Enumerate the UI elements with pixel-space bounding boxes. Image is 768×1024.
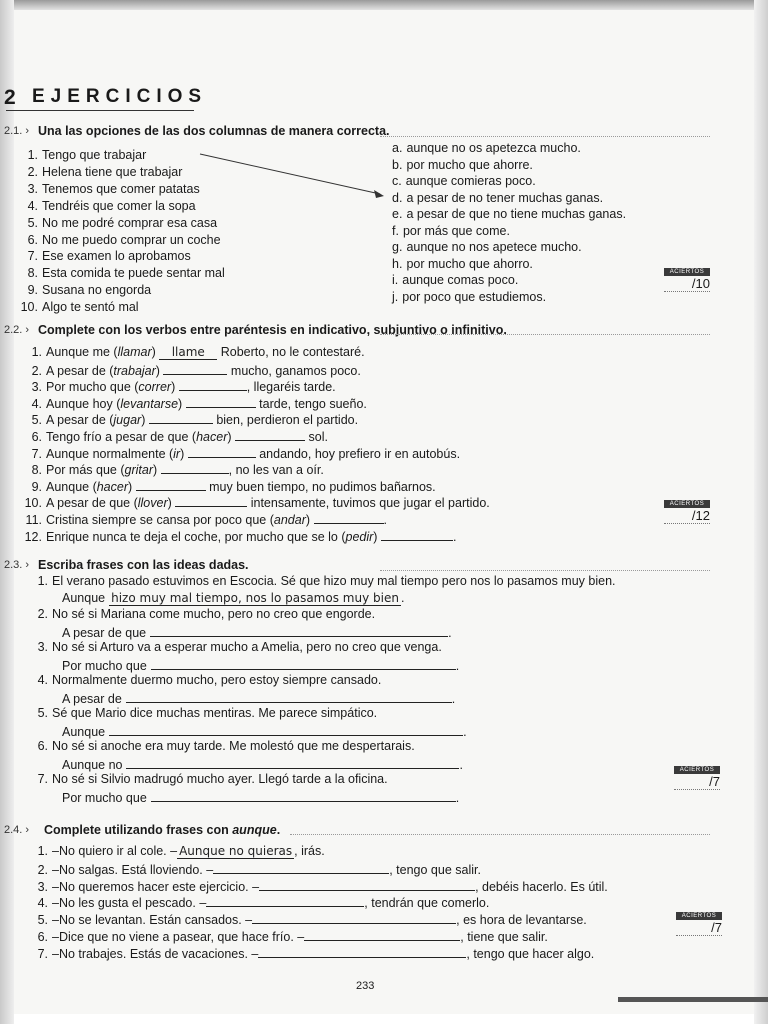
item-text: Sé que Mario dice muchas mentiras. Me parece simpático. <box>52 706 378 720</box>
item-text: aunque comieras poco. <box>405 174 536 188</box>
item-text: Aunque normalmente ( <box>46 446 174 461</box>
item-text: No sé si anoche era muy tarde. Me molestó que me despertarais. <box>52 739 415 753</box>
item-text: sol. <box>305 430 328 444</box>
item-text: . <box>455 659 460 673</box>
item-number: 8. <box>31 463 42 478</box>
item-verb: hacer <box>196 430 228 444</box>
item-text: , irás. <box>294 844 325 858</box>
item-text: por mucho que ahorre. <box>406 157 533 172</box>
score-value: /12 <box>664 508 710 524</box>
item-text: Tengo que trabajar <box>42 148 147 162</box>
item-letter: j. <box>392 289 399 304</box>
starter-text: Aunque <box>62 591 106 605</box>
item-number: 7. <box>31 446 42 461</box>
score-label: ACIERTOS <box>664 268 710 276</box>
score-value: /7 <box>674 774 720 790</box>
item-number: 11. <box>25 513 42 527</box>
page-title: EJERCICIOS <box>32 86 208 107</box>
item-text: No sé si Mariana come mucho, pero no creo que engorde. <box>52 607 376 621</box>
item-number: 10. <box>20 300 38 315</box>
item-number: 9. <box>31 479 42 494</box>
item-text: –No quiero ir al cole. – <box>52 844 178 858</box>
item-number: 5. <box>37 913 48 928</box>
item-text: . <box>451 692 456 706</box>
item-text: por mucho que ahorro. <box>406 256 533 271</box>
item-text: muy buen tiempo, no pudimos bañarnos. <box>205 479 436 494</box>
item-verb: pedir <box>345 529 374 544</box>
score-label: ACIERTOS <box>664 500 710 508</box>
item-number: 6. <box>37 930 48 944</box>
item-number: 1. <box>37 844 48 858</box>
item-verb: llover <box>137 496 168 511</box>
item-text: Tendréis que comer la sopa <box>42 198 196 213</box>
item-text: , tiene que salir. <box>460 930 548 944</box>
item-text: . <box>459 758 463 772</box>
item-number: 4. <box>31 396 42 411</box>
item-text: aunque no nos apetece mucho. <box>406 240 582 254</box>
item-number: 1. <box>31 345 42 359</box>
item-text: –No se levantan. Están cansados. – <box>52 913 253 928</box>
item-letter: a. <box>392 141 403 155</box>
item-letter: i. <box>392 273 399 287</box>
exercise-number: 2.4. › <box>4 824 30 836</box>
item-text: tarde, tengo sueño. <box>255 396 367 411</box>
item-text: ) <box>141 413 149 428</box>
starter-text: Por mucho que <box>62 659 147 673</box>
item-verb: levantarse <box>120 396 179 411</box>
item-number: 6. <box>37 739 48 753</box>
item-text: No me podré comprar esa casa <box>42 215 218 230</box>
item-number: 3. <box>37 879 48 894</box>
item-number: 4. <box>27 198 38 213</box>
page-number: 233 <box>356 980 375 992</box>
item-number: 5. <box>31 413 42 428</box>
handwritten-answer[interactable]: llame <box>159 345 217 360</box>
item-text: No me puedo comprar un coche <box>42 232 221 247</box>
item-number: 6. <box>27 232 38 247</box>
exercise-instruction: Escriba frases con las ideas dadas. <box>38 558 249 572</box>
item-verb: ir <box>173 446 181 461</box>
item-number: 2. <box>37 607 48 621</box>
item-text: ) <box>128 479 136 494</box>
item-text: , tendrán que comerlo. <box>364 896 490 911</box>
item-number: 3. <box>31 380 42 395</box>
item-number: 5. <box>37 706 48 720</box>
item-number: 4. <box>37 673 48 687</box>
item-text: Normalmente duermo mucho, pero estoy siempre cansado. <box>52 673 382 687</box>
handwritten-answer[interactable]: Aunque no quieras <box>179 844 293 858</box>
item-text: . <box>463 725 467 739</box>
item-text: ) <box>171 380 179 395</box>
item-text: Tengo frío a pesar de que ( <box>46 430 197 444</box>
item-text: –No trabajes. Estás de vacaciones. – <box>52 946 259 961</box>
item-text: . <box>383 513 387 527</box>
item-number: 3. <box>37 640 48 654</box>
item-number: 7. <box>37 772 48 786</box>
item-verb: trabajar <box>113 363 156 378</box>
item-number: 1. <box>37 574 48 588</box>
starter-text: Aunque no <box>62 758 123 772</box>
exercise-number: 2.2. › <box>4 324 30 336</box>
instruction-text: . <box>276 823 281 837</box>
item-text: ) <box>153 463 161 478</box>
item-text: A pesar de ( <box>46 413 114 428</box>
item-number: 6. <box>31 430 42 444</box>
item-text: ) <box>373 529 381 544</box>
item-text: , tengo que hacer algo. <box>466 946 595 961</box>
item-verb: gritar <box>124 463 153 478</box>
item-number: 2. <box>31 363 42 378</box>
handwritten-answer[interactable]: hizo muy mal tiempo, nos lo pasamos muy bien <box>111 591 399 605</box>
instruction-text: Complete utilizando frases con <box>44 823 233 837</box>
item-verb: andar <box>273 513 306 527</box>
item-text: Aunque ( <box>46 479 97 494</box>
starter-text: A pesar de que <box>62 626 147 640</box>
item-letter: f. <box>392 223 399 238</box>
item-text: Susana no engorda <box>42 283 152 298</box>
item-text: Por mucho que ( <box>46 380 139 395</box>
item-text: Aunque me ( <box>46 345 118 359</box>
item-text: ) <box>180 446 188 461</box>
item-text: Cristina siempre se cansa por poco que ( <box>46 513 274 527</box>
item-text: , tengo que salir. <box>389 862 481 877</box>
item-text: andando, hoy prefiero ir en autobús. <box>255 446 461 461</box>
score-value: /7 <box>676 920 722 936</box>
item-letter: h. <box>392 256 403 271</box>
item-text: mucho, ganamos poco. <box>227 363 361 378</box>
item-text: . <box>455 791 460 805</box>
item-number: 10. <box>24 496 42 511</box>
item-number: 7. <box>37 946 48 961</box>
item-verb: correr <box>138 380 172 395</box>
item-text: , es hora de levantarse. <box>456 913 587 928</box>
item-text: aunque no os apetezca mucho. <box>406 141 581 155</box>
item-letter: g. <box>392 240 403 254</box>
exercise-number: 2.1. › <box>4 125 30 137</box>
item-text: Helena tiene que trabajar <box>42 164 183 179</box>
unit-number: 2 <box>4 86 16 109</box>
item-number: 1. <box>27 148 38 162</box>
item-text: , no les van a oír. <box>228 463 324 478</box>
item-text: Aunque hoy ( <box>46 396 121 411</box>
item-text: a pesar de no tener muchas ganas. <box>406 190 604 205</box>
item-number: 5. <box>27 215 38 230</box>
item-text: A pesar de que ( <box>46 496 138 511</box>
starter-text: Por mucho que <box>62 791 147 805</box>
item-verb: llamar <box>117 345 152 359</box>
starter-text: A pesar de <box>62 692 122 706</box>
item-text: , llegaréis tarde. <box>246 380 336 395</box>
item-text: ) <box>227 430 236 444</box>
item-text: Roberto, no le contestaré. <box>217 345 365 359</box>
item-text: Algo te sentó mal <box>42 300 139 315</box>
score-value: /10 <box>664 276 710 292</box>
item-letter: d. <box>392 190 403 205</box>
exercise-number: 2.3. › <box>4 559 30 571</box>
item-text: Tenemos que comer patatas <box>42 181 200 196</box>
item-text: . <box>400 591 405 605</box>
score-label: ACIERTOS <box>674 766 720 774</box>
item-text: No sé si Arturo va a esperar mucho a Amelia, pero no creo que venga. <box>52 640 442 654</box>
item-text: ) <box>151 345 160 359</box>
item-text: –No salgas. Está lloviendo. – <box>52 862 214 877</box>
item-text: a pesar de que no tiene muchas ganas. <box>406 207 627 221</box>
item-number: 2. <box>27 164 38 179</box>
item-text: –No les gusta el pescado. – <box>52 896 207 911</box>
item-number: 9. <box>27 283 38 298</box>
item-number: 4. <box>37 896 48 911</box>
item-verb: jugar <box>113 413 142 428</box>
item-letter: b. <box>392 157 403 172</box>
item-text: ) <box>178 396 186 411</box>
instruction-keyword: aunque <box>232 823 277 837</box>
item-text: –No queremos hacer este ejercicio. – <box>52 879 260 894</box>
item-text: Esta comida te puede sentar mal <box>42 266 225 281</box>
item-verb: hacer <box>96 479 129 494</box>
item-text: ) <box>305 513 314 527</box>
item-number: 2. <box>37 862 48 877</box>
item-text: por más que come. <box>402 223 510 238</box>
item-text: No sé si Silvio madrugó mucho ayer. Llegó tarde a la oficina. <box>52 772 388 786</box>
item-number: 3. <box>27 181 38 196</box>
item-letter: c. <box>392 174 402 188</box>
item-number: 7. <box>27 249 38 264</box>
item-text: intensamente, tuvimos que jugar el partido. <box>247 496 490 511</box>
item-text: ) <box>167 496 176 511</box>
item-text: por poco que estudiemos. <box>402 289 547 304</box>
item-text: Ese examen lo aprobamos <box>42 249 191 264</box>
item-text: El verano pasado estuvimos en Escocia. Sé que hizo muy mal tiempo pero nos lo pasamos muy bien. <box>52 574 616 588</box>
item-letter: e. <box>392 207 403 221</box>
starter-text: Aunque <box>62 725 106 739</box>
item-text: aunque comas poco. <box>402 273 519 287</box>
item-text: . <box>452 529 457 544</box>
item-text: Por más que ( <box>46 463 125 478</box>
item-text: bien, perdieron el partido. <box>212 413 359 428</box>
item-text: A pesar de ( <box>46 363 114 378</box>
exercise-instruction: Complete con los verbos entre paréntesis en indicativo, subjuntivo o infinitivo. <box>38 323 507 337</box>
item-text: ) <box>155 363 164 378</box>
item-text: , debéis hacerlo. Es útil. <box>475 879 608 894</box>
exercise-instruction: Una las opciones de las dos columnas de manera correcta. <box>38 124 390 138</box>
item-text: Enrique nunca te deja el coche, por mucho que se lo ( <box>46 529 346 544</box>
item-number: 8. <box>27 266 38 281</box>
score-label: ACIERTOS <box>676 912 722 920</box>
item-number: 12. <box>24 529 42 544</box>
item-text: . <box>448 626 452 640</box>
item-text: –Dice que no viene a pasear, que hace frío. – <box>52 930 305 944</box>
